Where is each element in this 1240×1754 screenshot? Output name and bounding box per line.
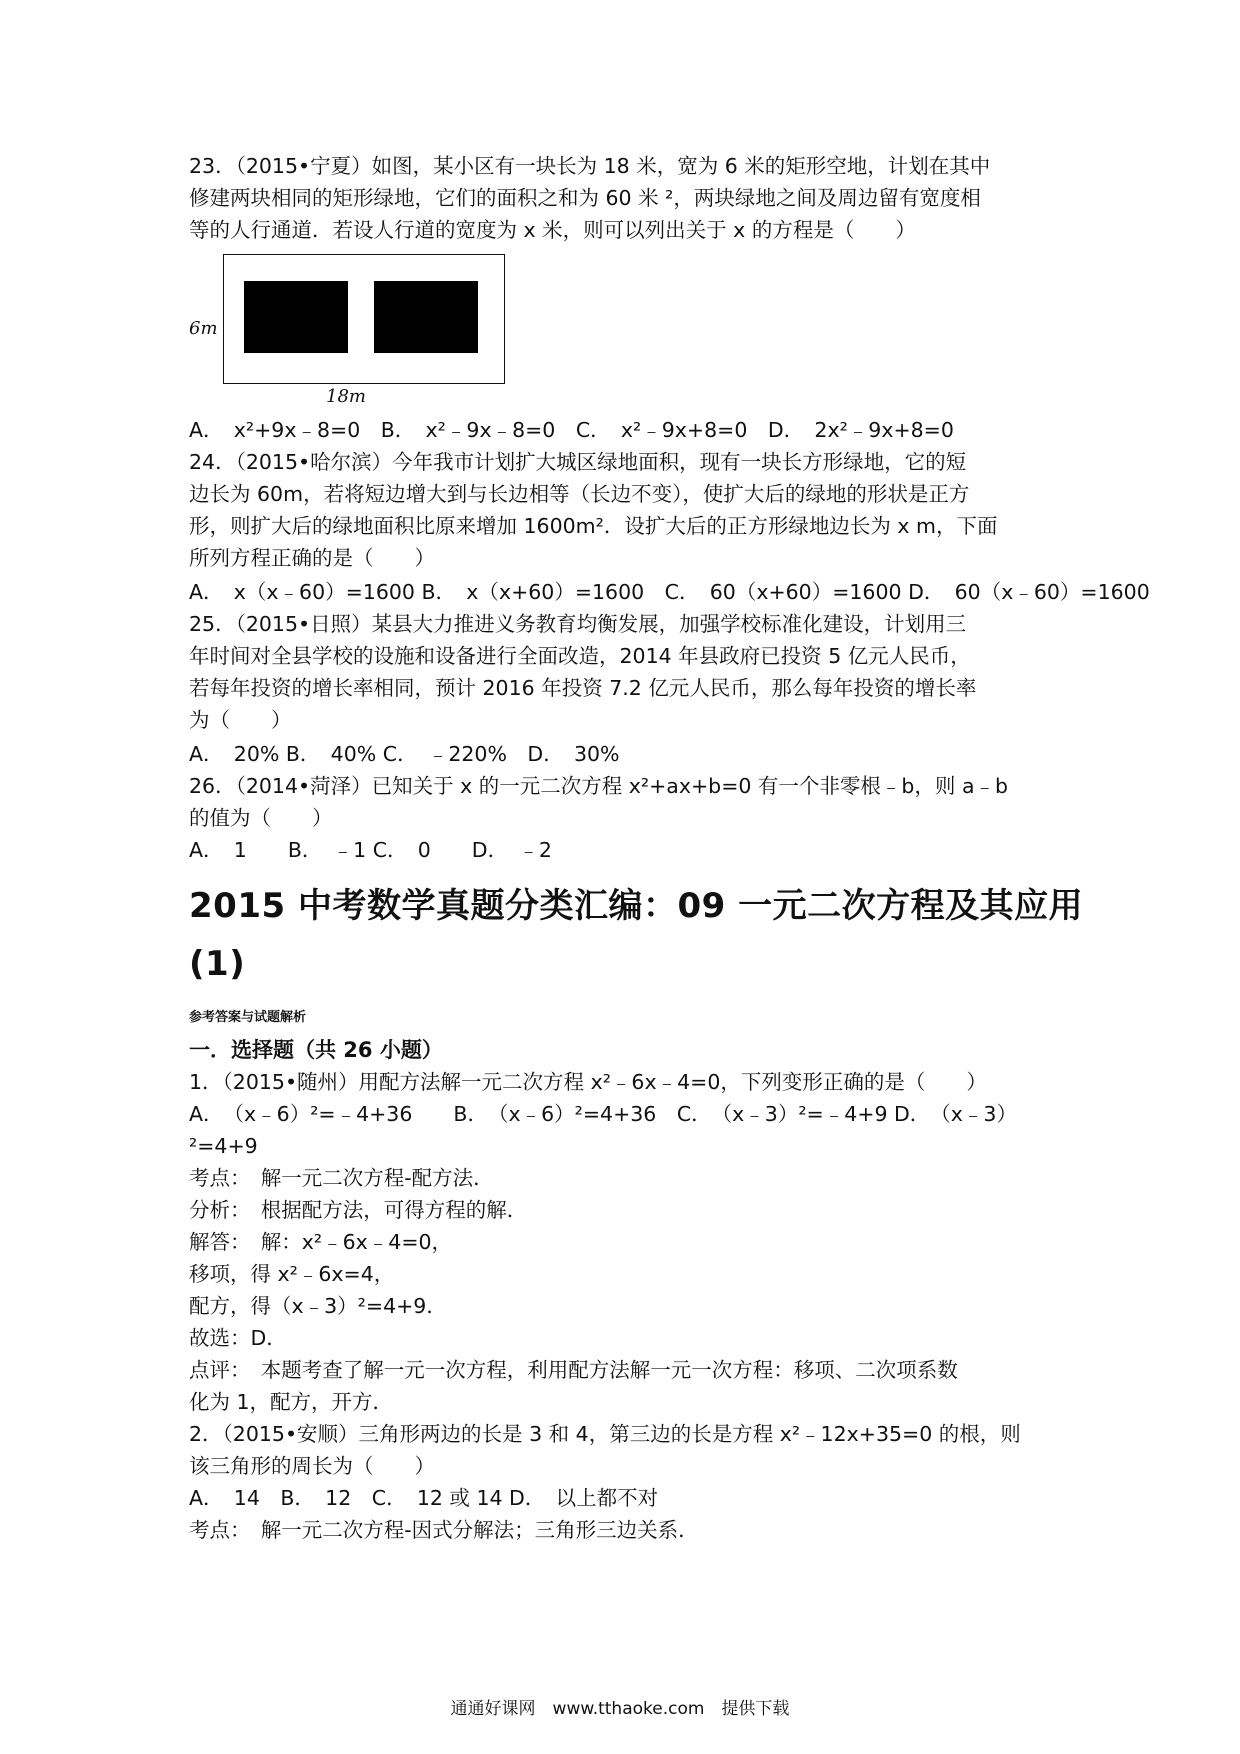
figure-height-label: 6m bbox=[189, 318, 218, 339]
a2-line-3: A． 14 B． 12 C． 12 或 14 D． 以上都不对 bbox=[189, 1486, 659, 1510]
a1-line-5: 分析： 根据配方法，可得方程的解． bbox=[189, 1198, 528, 1222]
page-title-suffix: (1) bbox=[189, 944, 246, 984]
green-plot-left bbox=[244, 281, 348, 353]
a1-line-9: 故选：D． bbox=[189, 1326, 287, 1350]
a1-line-10: 点评： 本题考查了解一元一次方程，利用配方法解一元一次方程：移项、二次项系数 bbox=[189, 1358, 958, 1382]
q23-line-2: 修建两块相同的矩形绿地，它们的面积之和为 60 米 ²，两块绿地之间及周边留有宽度相 bbox=[189, 186, 981, 210]
q24-line-2: 边长为 60m，若将短边增大到与长边相等（长边不变），使扩大后的绿地的形状是正方 bbox=[189, 482, 970, 506]
green-plot-right bbox=[374, 281, 478, 353]
q26-line-1: 26．（2014•菏泽）已知关于 x 的一元二次方程 x²+ax+b=0 有一个非零根﹣b，则 a﹣b bbox=[189, 774, 1009, 798]
q23-line-1: 23．（2015•宁夏）如图，某小区有一块长为 18 米，宽为 6 米的矩形空地，计划在其中 bbox=[189, 154, 991, 178]
q23-options: A． x²+9x﹣8=0 B． x²﹣9x﹣8=0 C． x²﹣9x+8=0 D． 2x²﹣9x+8=0 bbox=[189, 418, 954, 442]
q26-options: A． 1 B． ﹣1 C． 0 D． ﹣2 bbox=[189, 838, 552, 862]
q25-line-4: 为（ ） bbox=[189, 708, 292, 732]
a1-line-7: 移项，得 x²﹣6x=4， bbox=[189, 1262, 395, 1286]
q24-line-4: 所列方程正确的是（ ） bbox=[189, 546, 435, 570]
rectangle-figure bbox=[223, 254, 505, 384]
q26-line-2: 的值为（ ） bbox=[189, 806, 333, 830]
a1-line-4: 考点： 解一元二次方程-配方法． bbox=[189, 1166, 494, 1190]
a1-line-11: 化为 1，配方，开方． bbox=[189, 1390, 394, 1414]
a2-line-2: 该三角形的周长为（ ） bbox=[189, 1454, 435, 1478]
a2-line-4: 考点： 解一元二次方程-因式分解法；三角形三边关系． bbox=[189, 1518, 699, 1542]
q25-line-3: 若每年投资的增长率相同，预计 2016 年投资 7.2 亿元人民币，那么每年投资的增长率 bbox=[189, 676, 977, 700]
subtitle: 参考答案与试题解析 bbox=[189, 1010, 307, 1025]
a1-line-3: ²=4+9 bbox=[189, 1134, 258, 1158]
a1-line-8: 配方，得（x﹣3）²=4+9． bbox=[189, 1294, 447, 1318]
section-heading: 一．选择题（共 26 小题） bbox=[189, 1038, 443, 1062]
page-title: 2015 中考数学真题分类汇编：09 一元二次方程及其应用 bbox=[189, 886, 1084, 926]
q23-line-3: 等的人行通道．若设人行道的宽度为 x 米，则可以列出关于 x 的方程是（ ） bbox=[189, 218, 916, 242]
q24-line-3: 形，则扩大后的绿地面积比原来增加 1600m²．设扩大后的正方形绿地边长为 x m，下面 bbox=[189, 514, 998, 538]
a1-line-6: 解答： 解：x²﹣6x﹣4=0， bbox=[189, 1230, 453, 1254]
q24-options: A． x（x﹣60）=1600 B． x（x+60）=1600 C． 60（x+60）=1600 D． 60（x﹣60）=1600 bbox=[189, 580, 1150, 604]
q24-line-1: 24．（2015•哈尔滨）今年我市计划扩大城区绿地面积，现有一块长方形绿地，它的短 bbox=[189, 450, 967, 474]
q25-options: A． 20% B． 40% C． ﹣220% D． 30% bbox=[189, 742, 620, 766]
q25-line-1: 25．（2015•日照）某县大力推进义务教育均衡发展，加强学校标准化建设，计划用三 bbox=[189, 612, 967, 636]
q25-line-2: 年时间对全县学校的设施和设备进行全面改造，2014 年县政府已投资 5 亿元人民币， bbox=[189, 644, 971, 668]
a1-line-2: A． （x﹣6）²=﹣4+36 B． （x﹣6）²=4+36 C． （x﹣3）²=﹣4+9 D． （x﹣3） bbox=[189, 1102, 1017, 1126]
footer-text: 通通好课网 www.tthaoke.com 提供下载 bbox=[450, 1699, 790, 1719]
figure-width-label: 18m bbox=[326, 386, 366, 407]
a2-line-1: 2．（2015•安顺）三角形两边的长是 3 和 4，第三边的长是方程 x²﹣12x+35=0 的根，则 bbox=[189, 1422, 1021, 1446]
a1-line-1: 1．（2015•随州）用配方法解一元二次方程 x²﹣6x﹣4=0，下列变形正确的是（ ） bbox=[189, 1070, 987, 1094]
